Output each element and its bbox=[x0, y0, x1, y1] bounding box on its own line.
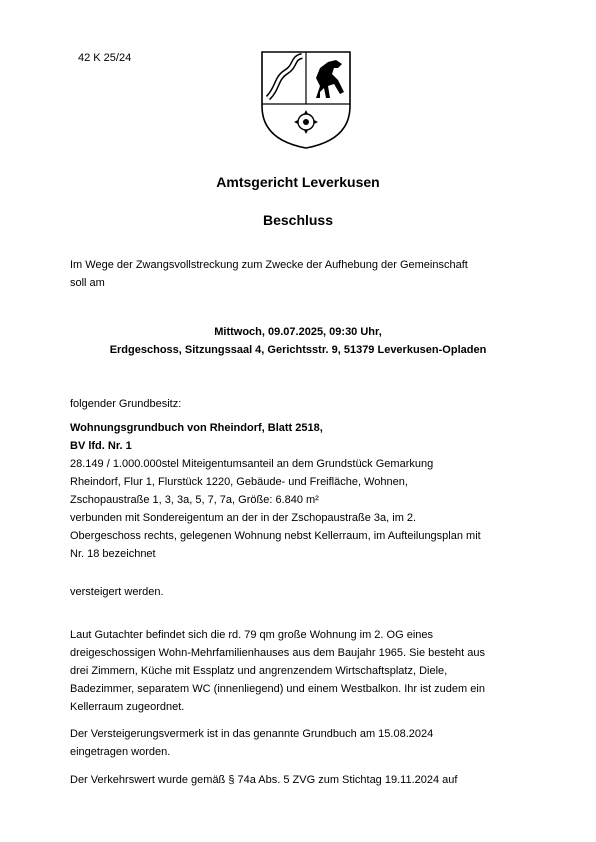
property-intro: folgender Grundbesitz: bbox=[70, 398, 182, 410]
market-value-line: Der Verkehrswert wurde gemäß § 74a Abs. 5 ZVG zum Stichtag 19.11.2024 auf bbox=[70, 774, 458, 786]
registration-para-line: Der Versteigerungsvermerk ist in das genannte Grundbuch am 15.08.2024 bbox=[70, 728, 434, 740]
property-desc-line: 28.149 / 1.000.000stel Miteigentumsanteil an dem Grundstück Gemarkung bbox=[70, 458, 434, 470]
property-desc-line: Zschopaustraße 1, 3, 3a, 5, 7, 7a, Größe: 6.840 m² bbox=[70, 494, 319, 506]
land-register: Wohnungsgrundbuch von Rheindorf, Blatt 2518, bbox=[70, 422, 323, 434]
hearing-location: Erdgeschoss, Sitzungssaal 4, Gerichtsstr. 9, 51379 Leverkusen-Opladen bbox=[109, 344, 487, 356]
nrw-coat-of-arms-icon bbox=[258, 48, 354, 152]
property-desc-line: Nr. 18 bezeichnet bbox=[70, 548, 156, 560]
intro-line-1: Im Wege der Zwangsvollstreckung zum Zwecke der Aufhebung der Gemeinschaft bbox=[70, 259, 468, 271]
expert-para-line: Kellerraum zugeordnet. bbox=[70, 701, 185, 713]
auction-statement: versteigert werden. bbox=[70, 586, 164, 598]
bv-number: BV lfd. Nr. 1 bbox=[70, 440, 132, 452]
case-reference: 42 K 25/24 bbox=[78, 52, 132, 64]
expert-para-line: drei Zimmern, Küche mit Essplatz und angrenzendem Wirtschaftsplatz, Diele, bbox=[70, 665, 448, 677]
expert-para-line: Laut Gutachter befindet sich die rd. 79 qm große Wohnung im 2. OG eines bbox=[70, 629, 433, 641]
expert-para-line: dreigeschossigen Wohn-Mehrfamilienhauses aus dem Baujahr 1965. Sie besteht aus bbox=[70, 647, 485, 659]
property-desc-line: verbunden mit Sondereigentum an der in der Zschopaustraße 3a, im 2. bbox=[70, 512, 417, 524]
expert-para-line: Badezimmer, separatem WC (innenliegend) und einem Westbalkon. Ihr ist zudem ein bbox=[70, 683, 485, 695]
document-title: Beschluss bbox=[262, 212, 334, 228]
property-desc-line: Rheindorf, Flur 1, Flurstück 1220, Gebäude- und Freifläche, Wohnen, bbox=[70, 476, 408, 488]
registration-para-line: eingetragen worden. bbox=[70, 746, 171, 758]
court-name: Amtsgericht Leverkusen bbox=[216, 174, 380, 190]
property-desc-line: Obergeschoss rechts, gelegenen Wohnung nebst Kellerraum, im Aufteilungsplan mit bbox=[70, 530, 481, 542]
hearing-date: Mittwoch, 09.07.2025, 09:30 Uhr, bbox=[214, 326, 382, 338]
intro-line-2: soll am bbox=[70, 277, 105, 289]
